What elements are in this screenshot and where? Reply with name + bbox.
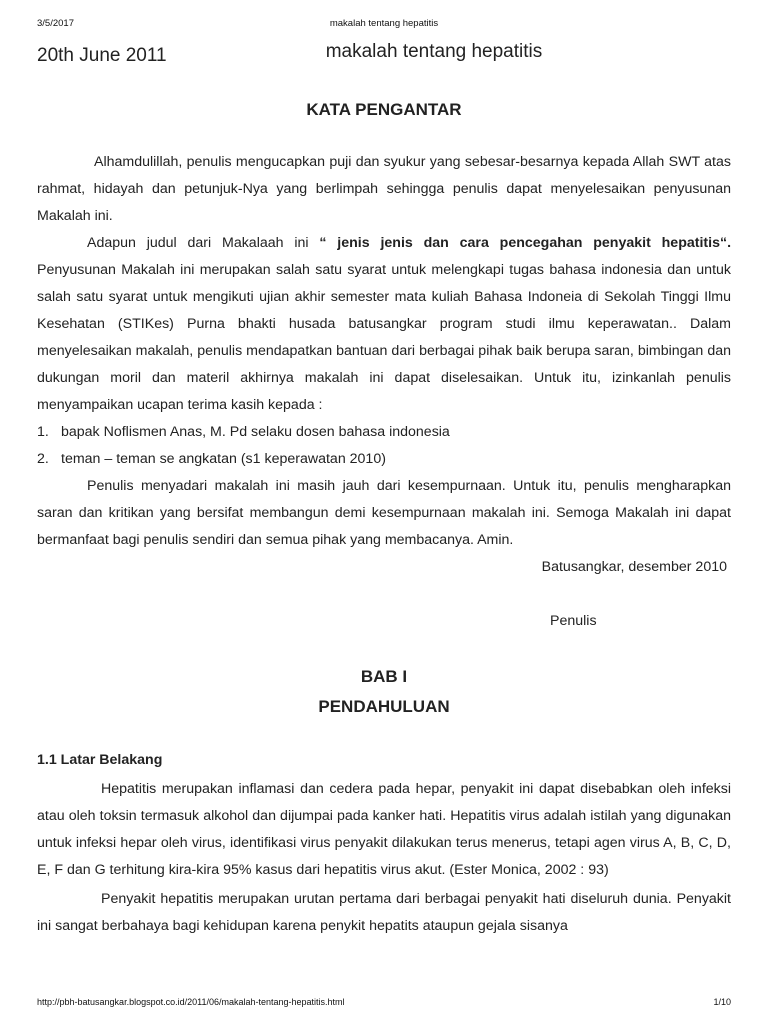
list-text: teman – teman se angkatan (s1 keperawatan 2010) (61, 451, 386, 467)
section-title: 1.1 Latar Belakang (37, 752, 163, 768)
list-item (37, 419, 731, 446)
paragraph-text: Penyusunan Makalah ini merupakan salah satu syarat untuk melengkapi tugas bahasa indonesia dan untuk salah satu syarat untuk mengikuti ujian akhir semester mata kuliah Bahasa Indoneia di Sekolah Tinggi Ilmu Kesehatan (STIKes) Purna bhakti husada batusangkar program studi ilmu keperawatan.. Dalam menyelesaikan makalah, penulis mendapatkan bantuan dari berbagai pihak baik berupa saran, bimbingan dan dukungan moril dan materil akhirnya makalah ini dapat diselesaikan. Untuk itu, izinkanlah penulis menyampaikan ucapan terima kasih kepada : (37, 262, 731, 413)
bab-heading: BAB I (360, 667, 408, 686)
paragraph: Alhamdulillah, penulis mengucapkan puji dan syukur yang sebesar-besarnya kepada Allah SWT atas rahmat, hidayah dan petunjuk-Nya yang berlimpah sehingga penulis dapat menyelesaikan penyusunan Makalah ini. (37, 154, 731, 224)
kata-pengantar-heading: KATA PENGANTAR (306, 100, 462, 119)
print-date: 3/5/2017 (37, 18, 74, 29)
paragraph (37, 230, 731, 419)
page-number: 1/10 (713, 997, 731, 1007)
thanks-list (37, 419, 731, 473)
paragraph: Hepatitis merupakan inflamasi dan cedera pada hepar, penyakit ini dapat disebabkan oleh infeksi atau oleh toksin termasuk alkohol dan dijumpai pada kanker hati. Hepatitis virus adalah istilah yang digunakan untuk infeksi hepar oleh virus, identifikasi virus penyakit dilakukan terus menerus, tetapi agen virus A, B, C, D, E, F dan G terhitung kira-kira 95% kasus dari hepatitis virus akut. (Ester Monica, 2002 : 93) (37, 781, 731, 878)
list-text: bapak Noflismen Anas, M. Pd selaku dosen bahasa indonesia (61, 424, 450, 440)
paragraph: Penyakit hepatitis merupakan urutan pertama dari berbagai penyakit hati diseluruh dunia. Penyakit ini sangat berbahaya bagi kehidupan karena penykit hepatits ataupun gejala sisanya (37, 891, 731, 934)
post-title-link[interactable]: makalah tentang hepatitis (325, 41, 543, 62)
list-number: 2. (37, 451, 49, 467)
post-title[interactable] (0, 41, 768, 63)
print-footer (37, 997, 731, 1009)
print-title: makalah tentang hepatitis (329, 18, 439, 29)
list-item (37, 446, 731, 473)
makalah-title-bold: “ jenis jenis dan cara pencegahan penyakit hepatitis“. (319, 235, 732, 251)
post-date: 20th June 2011 (37, 45, 167, 66)
print-header (37, 18, 731, 30)
signature: Penulis (550, 613, 597, 629)
place-date: Batusangkar, desember 2010 (541, 559, 727, 575)
paragraph: Penulis menyadari makalah ini masih jauh dari kesempurnaan. Untuk itu, penulis mengharapkan saran dan kritikan yang bersifat membangun demi kesempurnaan makalah ini. Semoga Makalah ini dapat bermanfaat bagi penulis sendiri dan semua pihak yang membacanya. Amin. (37, 478, 731, 548)
paragraph-text: Adapun judul dari Makalaah ini (87, 235, 320, 251)
bab-subheading: PENDAHULUAN (318, 697, 450, 716)
print-url: http://pbh-batusangkar.blogspot.co.id/2011/06/makalah-tentang-hepatitis.html (37, 997, 345, 1007)
post-body (37, 100, 731, 940)
list-number: 1. (37, 424, 49, 440)
